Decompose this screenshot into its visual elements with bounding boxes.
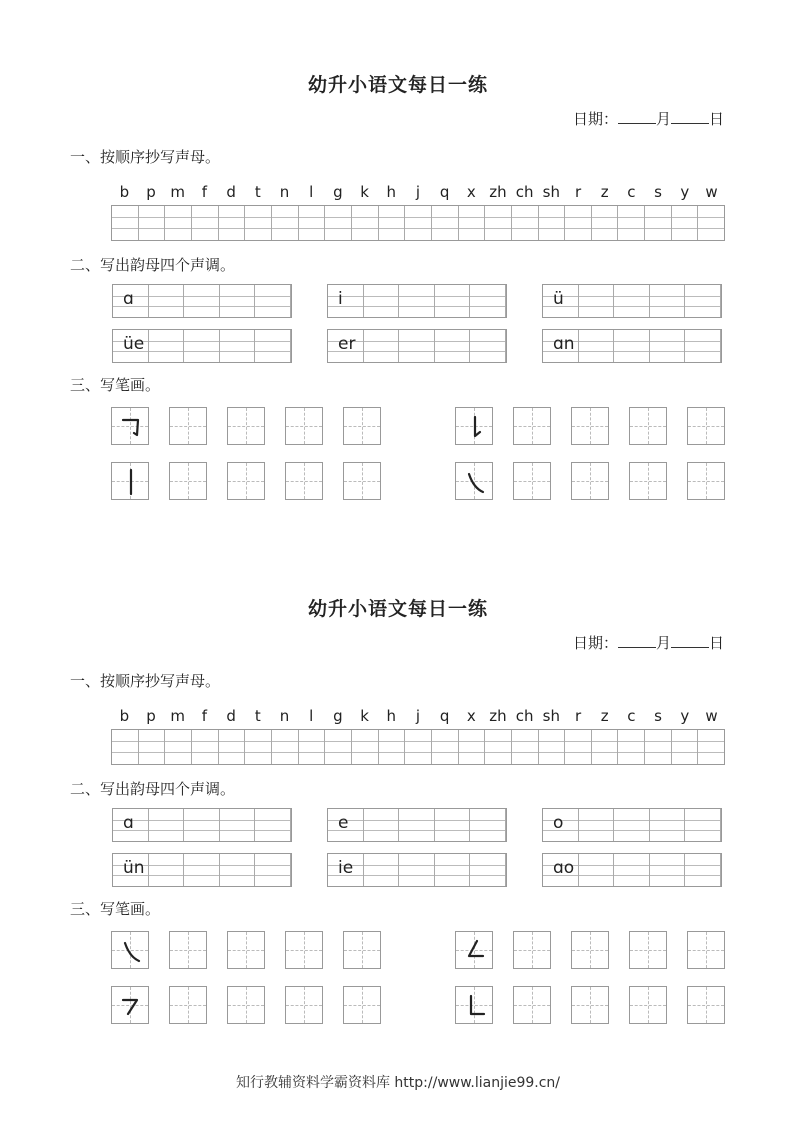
initial-letter: w xyxy=(705,707,718,725)
writing-cell[interactable] xyxy=(192,206,219,240)
writing-cell[interactable] xyxy=(470,854,506,886)
writing-cell[interactable] xyxy=(112,206,139,240)
initials-writing-grid[interactable] xyxy=(111,205,725,241)
initial-letter: n xyxy=(279,183,290,201)
writing-cell[interactable] xyxy=(352,730,379,764)
writing-cell[interactable] xyxy=(512,206,539,240)
pie-zhe-icon xyxy=(456,932,494,970)
writing-cell[interactable] xyxy=(685,285,721,317)
writing-cell[interactable] xyxy=(565,206,592,240)
writing-cell[interactable] xyxy=(352,206,379,240)
vowel-writing-box[interactable] xyxy=(542,853,722,887)
writing-cell[interactable] xyxy=(399,809,435,841)
month-blank[interactable] xyxy=(618,110,656,124)
tian-grid-box[interactable] xyxy=(111,931,149,969)
date-line xyxy=(573,632,724,653)
initial-letter: k xyxy=(360,183,369,201)
section-heading-strokes: 三、写笔画。 xyxy=(70,376,161,394)
writing-cell[interactable] xyxy=(328,285,364,317)
writing-cell[interactable] xyxy=(405,206,432,240)
writing-cell[interactable] xyxy=(579,285,615,317)
writing-cell[interactable] xyxy=(184,809,220,841)
writing-cell[interactable] xyxy=(539,730,566,764)
writing-cell[interactable] xyxy=(435,854,471,886)
tian-grid-box[interactable] xyxy=(111,462,149,500)
initial-letter: r xyxy=(574,707,582,725)
writing-cell[interactable] xyxy=(219,730,246,764)
initial-letter: zh xyxy=(489,707,507,725)
writing-cell[interactable] xyxy=(184,854,220,886)
initial-letter: d xyxy=(226,183,236,201)
tian-grid-box[interactable] xyxy=(571,986,609,1024)
writing-cell[interactable] xyxy=(192,730,219,764)
writing-cell[interactable] xyxy=(470,285,506,317)
shu-icon xyxy=(112,463,150,501)
tian-grid-box[interactable] xyxy=(169,462,207,500)
worksheet-title: 幼升小语文每日一练 xyxy=(307,74,488,96)
writing-cell[interactable] xyxy=(255,809,291,841)
initial-letter: g xyxy=(333,707,343,725)
tian-grid-box[interactable] xyxy=(513,462,551,500)
heng-zhe-gou-icon xyxy=(112,408,150,446)
tian-grid-box[interactable] xyxy=(285,986,323,1024)
writing-cell[interactable] xyxy=(485,206,512,240)
writing-cell[interactable] xyxy=(459,206,486,240)
section-heading-vowels: 二、写出韵母四个声调。 xyxy=(70,780,236,798)
initial-letter: sh xyxy=(542,707,560,725)
vowel-label: ün xyxy=(123,858,145,878)
month-label: 月 xyxy=(655,110,671,128)
vowel-writing-box[interactable] xyxy=(112,853,292,887)
tian-grid-box[interactable] xyxy=(455,407,493,445)
writing-cell[interactable] xyxy=(592,730,619,764)
tian-grid-box[interactable] xyxy=(687,407,725,445)
vowel-label: ɑ xyxy=(123,289,134,309)
initial-letter: r xyxy=(574,183,582,201)
writing-cell[interactable] xyxy=(485,730,512,764)
vowel-writing-box[interactable] xyxy=(327,329,507,363)
initial-letter: j xyxy=(415,707,420,725)
tian-grid-box[interactable] xyxy=(169,986,207,1024)
tian-grid-box[interactable] xyxy=(629,986,667,1024)
initial-letter: c xyxy=(627,707,636,725)
vowel-label: e xyxy=(338,813,349,833)
initial-letter: ch xyxy=(515,707,534,725)
writing-cell[interactable] xyxy=(245,206,272,240)
writing-cell[interactable] xyxy=(255,330,291,362)
writing-cell[interactable] xyxy=(614,809,650,841)
writing-cell[interactable] xyxy=(220,854,256,886)
initial-letter: n xyxy=(279,707,290,725)
writing-cell[interactable] xyxy=(184,285,220,317)
writing-cell[interactable] xyxy=(650,330,686,362)
writing-cell[interactable] xyxy=(149,809,185,841)
writing-cell[interactable] xyxy=(379,730,406,764)
writing-cell[interactable] xyxy=(432,730,459,764)
writing-cell[interactable] xyxy=(139,730,166,764)
tian-grid-box[interactable] xyxy=(343,931,381,969)
initial-letter: q xyxy=(439,707,450,725)
na-icon xyxy=(456,463,494,501)
initial-letter: ch xyxy=(515,183,534,201)
writing-cell[interactable] xyxy=(325,206,352,240)
writing-cell[interactable] xyxy=(470,809,506,841)
heng-pie-icon xyxy=(112,987,150,1025)
writing-cell[interactable] xyxy=(364,854,400,886)
writing-cell[interactable] xyxy=(165,206,192,240)
na-icon xyxy=(112,932,150,970)
initial-letter: m xyxy=(170,183,186,201)
initial-letter: y xyxy=(680,707,690,725)
writing-cell[interactable] xyxy=(650,285,686,317)
initials-writing-grid[interactable] xyxy=(111,729,725,765)
writing-cell[interactable] xyxy=(650,854,686,886)
month-blank[interactable] xyxy=(618,634,656,648)
tian-grid-box[interactable] xyxy=(227,462,265,500)
writing-cell[interactable] xyxy=(364,285,400,317)
tian-grid-box[interactable] xyxy=(571,462,609,500)
initial-letter: x xyxy=(466,183,476,201)
writing-cell[interactable] xyxy=(435,330,471,362)
day-blank[interactable] xyxy=(671,110,709,124)
shu-zhe-icon xyxy=(456,987,494,1025)
writing-cell[interactable] xyxy=(672,206,699,240)
tian-grid-box[interactable] xyxy=(629,462,667,500)
tian-grid-box[interactable] xyxy=(629,407,667,445)
writing-cell[interactable] xyxy=(539,206,566,240)
tian-grid-box[interactable] xyxy=(111,407,149,445)
tian-grid-box[interactable] xyxy=(111,986,149,1024)
writing-cell[interactable] xyxy=(272,206,299,240)
section-heading-vowels: 二、写出韵母四个声调。 xyxy=(70,256,236,274)
writing-cell[interactable] xyxy=(435,285,471,317)
writing-cell[interactable] xyxy=(579,330,615,362)
vowel-label: er xyxy=(338,334,356,354)
vowel-label: ɑn xyxy=(553,334,575,354)
vowel-label: i xyxy=(338,289,343,309)
vowel-label: ɑo xyxy=(553,858,575,878)
writing-cell[interactable] xyxy=(435,809,471,841)
writing-cell[interactable] xyxy=(614,854,650,886)
tian-grid-box[interactable] xyxy=(571,407,609,445)
tian-grid-box[interactable] xyxy=(571,931,609,969)
initial-letter: t xyxy=(254,707,261,725)
initial-letter: f xyxy=(201,183,208,201)
writing-cell[interactable] xyxy=(685,330,721,362)
tian-grid-box[interactable] xyxy=(343,986,381,1024)
writing-cell[interactable] xyxy=(614,285,650,317)
writing-cell[interactable] xyxy=(149,285,185,317)
initial-letter: x xyxy=(466,707,476,725)
vowel-writing-box[interactable] xyxy=(542,329,722,363)
writing-cell[interactable] xyxy=(618,206,645,240)
writing-cell[interactable] xyxy=(219,206,246,240)
initial-letter: w xyxy=(705,183,718,201)
footer-source: 知行教辅资料学霸资料库 http://www.lianjie99.cn/ xyxy=(235,1075,561,1091)
writing-cell[interactable] xyxy=(220,809,256,841)
initial-letter: p xyxy=(146,707,156,725)
initial-letter: m xyxy=(170,707,186,725)
writing-cell[interactable] xyxy=(565,730,592,764)
initials-row xyxy=(111,183,725,201)
writing-cell[interactable] xyxy=(650,809,686,841)
writing-cell[interactable] xyxy=(432,206,459,240)
writing-cell[interactable] xyxy=(512,730,539,764)
tian-grid-box[interactable] xyxy=(227,931,265,969)
writing-cell[interactable] xyxy=(245,730,272,764)
tian-grid-box[interactable] xyxy=(227,986,265,1024)
initials-row xyxy=(111,707,725,725)
tian-grid-box[interactable] xyxy=(285,931,323,969)
initial-letter: s xyxy=(654,707,662,725)
tian-grid-box[interactable] xyxy=(227,407,265,445)
vowel-writing-box[interactable] xyxy=(112,284,292,318)
writing-cell[interactable] xyxy=(220,330,256,362)
writing-cell[interactable] xyxy=(255,285,291,317)
writing-cell[interactable] xyxy=(685,809,721,841)
initial-letter: p xyxy=(146,183,156,201)
tian-grid-box[interactable] xyxy=(513,986,551,1024)
writing-cell[interactable] xyxy=(272,730,299,764)
vowel-writing-box[interactable] xyxy=(542,808,722,842)
writing-cell[interactable] xyxy=(645,730,672,764)
initial-letter: f xyxy=(201,707,208,725)
writing-cell[interactable] xyxy=(459,730,486,764)
writing-cell[interactable] xyxy=(364,330,400,362)
vowel-label: ɑ xyxy=(123,813,134,833)
writing-cell[interactable] xyxy=(470,330,506,362)
writing-cell[interactable] xyxy=(685,854,721,886)
tian-grid-box[interactable] xyxy=(687,986,725,1024)
day-label: 日 xyxy=(708,110,724,128)
writing-cell[interactable] xyxy=(149,330,185,362)
writing-cell[interactable] xyxy=(299,730,326,764)
initial-letter: b xyxy=(119,707,130,725)
shu-ti-icon xyxy=(456,408,494,446)
initial-letter: s xyxy=(654,183,662,201)
writing-cell[interactable] xyxy=(184,330,220,362)
tian-grid-box[interactable] xyxy=(513,407,551,445)
writing-cell[interactable] xyxy=(592,206,619,240)
writing-cell[interactable] xyxy=(405,730,432,764)
vowel-writing-box[interactable] xyxy=(542,284,722,318)
tian-grid-box[interactable] xyxy=(513,931,551,969)
section-heading-strokes: 三、写笔画。 xyxy=(70,900,161,918)
initial-letter: h xyxy=(386,707,396,725)
date-line xyxy=(573,108,724,129)
date-label: 日期： xyxy=(572,110,618,128)
worksheet xyxy=(0,524,796,1044)
tian-grid-box[interactable] xyxy=(455,931,493,969)
writing-cell[interactable] xyxy=(149,854,185,886)
writing-cell[interactable] xyxy=(399,285,435,317)
vowel-label: ü xyxy=(553,289,564,309)
section-heading-initials: 一、按顺序抄写声母。 xyxy=(70,672,221,690)
tian-grid-box[interactable] xyxy=(455,462,493,500)
initial-letter: l xyxy=(309,183,314,201)
writing-cell[interactable] xyxy=(364,809,400,841)
tian-grid-box[interactable] xyxy=(687,931,725,969)
date-label: 日期： xyxy=(572,634,618,652)
writing-cell[interactable] xyxy=(698,206,724,240)
initial-letter: c xyxy=(627,183,636,201)
writing-cell[interactable] xyxy=(698,730,724,764)
tian-grid-box[interactable] xyxy=(169,931,207,969)
writing-cell[interactable] xyxy=(165,730,192,764)
initial-letter: h xyxy=(386,183,396,201)
tian-grid-box[interactable] xyxy=(455,986,493,1024)
day-label: 日 xyxy=(708,634,724,652)
initial-letter: l xyxy=(309,707,314,725)
tian-grid-box[interactable] xyxy=(169,407,207,445)
initial-letter: y xyxy=(680,183,690,201)
initial-letter: zh xyxy=(489,183,507,201)
initial-letter: j xyxy=(415,183,420,201)
tian-grid-box[interactable] xyxy=(687,462,725,500)
writing-cell[interactable] xyxy=(139,206,166,240)
initial-letter: sh xyxy=(542,183,560,201)
tian-grid-box[interactable] xyxy=(343,407,381,445)
vowel-writing-box[interactable] xyxy=(327,284,507,318)
writing-cell[interactable] xyxy=(379,206,406,240)
initial-letter: g xyxy=(333,183,343,201)
worksheet xyxy=(0,0,796,520)
tian-grid-box[interactable] xyxy=(285,462,323,500)
writing-cell[interactable] xyxy=(255,854,291,886)
writing-cell[interactable] xyxy=(645,206,672,240)
writing-cell[interactable] xyxy=(579,809,615,841)
initial-letter: b xyxy=(119,183,130,201)
writing-cell[interactable] xyxy=(614,330,650,362)
vowel-label: ie xyxy=(338,858,354,878)
initial-letter: k xyxy=(360,707,369,725)
vowel-label: üe xyxy=(123,334,145,354)
section-heading-initials: 一、按顺序抄写声母。 xyxy=(70,148,221,166)
writing-cell[interactable] xyxy=(618,730,645,764)
initial-letter: d xyxy=(226,707,236,725)
vowel-writing-box[interactable] xyxy=(112,329,292,363)
worksheet-title: 幼升小语文每日一练 xyxy=(307,598,488,620)
writing-cell[interactable] xyxy=(325,730,352,764)
writing-cell[interactable] xyxy=(112,730,139,764)
writing-cell[interactable] xyxy=(399,330,435,362)
initial-letter: t xyxy=(254,183,261,201)
initial-letter: z xyxy=(600,183,609,201)
writing-cell[interactable] xyxy=(579,854,615,886)
writing-cell[interactable] xyxy=(672,730,699,764)
tian-grid-box[interactable] xyxy=(343,462,381,500)
tian-grid-box[interactable] xyxy=(285,407,323,445)
vowel-writing-box[interactable] xyxy=(112,808,292,842)
writing-cell[interactable] xyxy=(299,206,326,240)
month-label: 月 xyxy=(655,634,671,652)
initial-letter: q xyxy=(439,183,450,201)
initial-letter: z xyxy=(600,707,609,725)
vowel-writing-box[interactable] xyxy=(327,808,507,842)
writing-cell[interactable] xyxy=(220,285,256,317)
tian-grid-box[interactable] xyxy=(629,931,667,969)
day-blank[interactable] xyxy=(671,634,709,648)
vowel-writing-box[interactable] xyxy=(327,853,507,887)
vowel-label: o xyxy=(553,813,564,833)
writing-cell[interactable] xyxy=(399,854,435,886)
